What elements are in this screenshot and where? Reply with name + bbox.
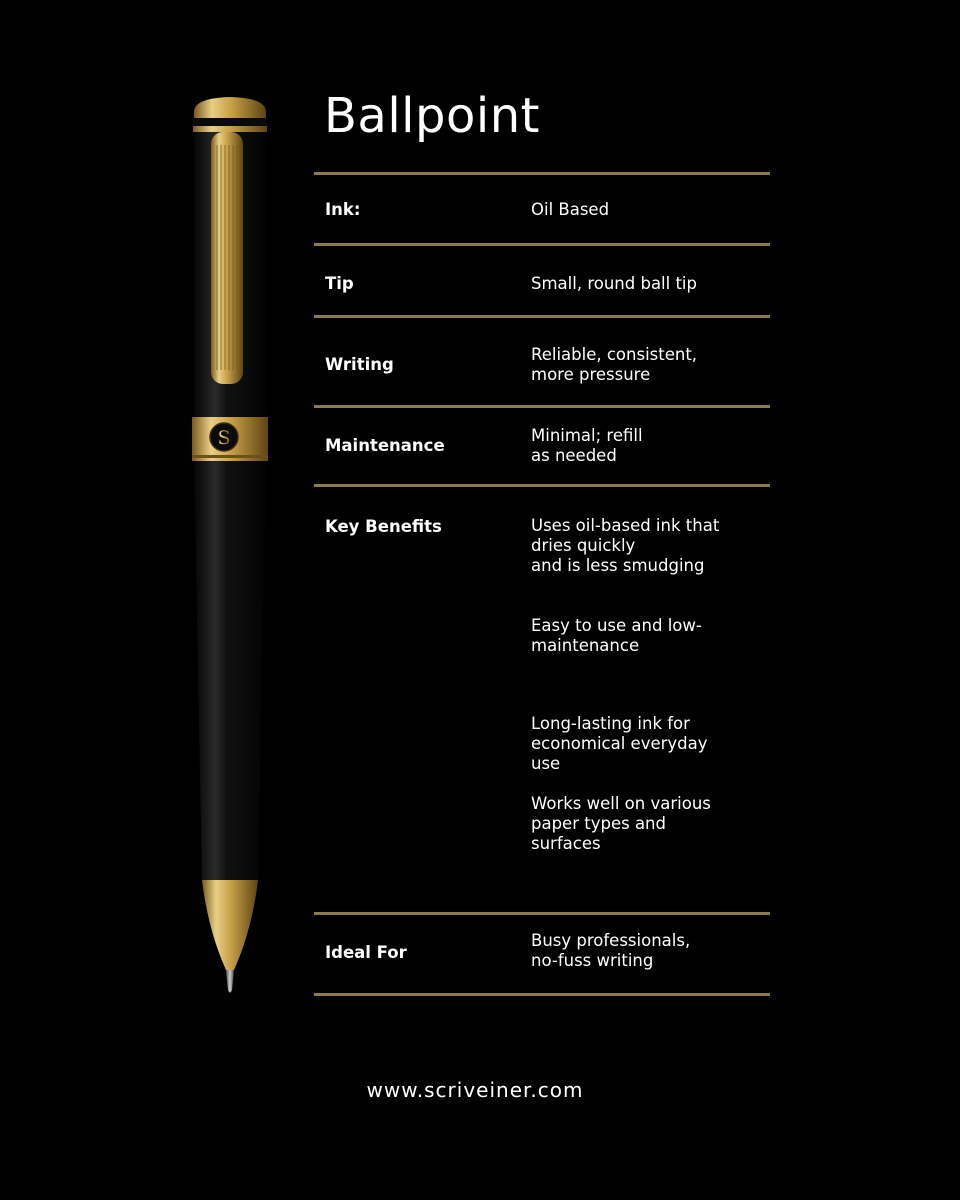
benefit-item: Uses oil-based ink that dries quickly and is less smudging	[531, 516, 720, 575]
row-label-key-benefits: Key Benefits	[325, 517, 442, 536]
pen-ball-tip	[226, 970, 234, 993]
spec-table	[314, 0, 770, 1000]
divider	[314, 315, 770, 318]
divider	[314, 993, 770, 996]
divider	[314, 484, 770, 487]
row-value-ideal-for: Busy professionals, no-fuss writing	[531, 931, 691, 970]
divider	[314, 405, 770, 408]
pen-finial	[194, 97, 266, 118]
row-label-ideal-for: Ideal For	[325, 943, 407, 962]
benefit-item: Long-lasting ink for economical everyday use	[531, 714, 708, 773]
pen-cone	[202, 880, 258, 970]
website-link[interactable]: www.scriveiner.com	[366, 1078, 584, 1102]
divider	[314, 243, 770, 246]
row-label-writing: Writing	[325, 355, 394, 374]
page-title: Ballpoint	[324, 88, 540, 144]
row-value-ink: Oil Based	[531, 200, 610, 219]
row-value-tip: Small, round ball tip	[531, 274, 697, 293]
row-value-writing: Reliable, consistent, more pressure	[531, 345, 698, 384]
row-label-maintenance: Maintenance	[325, 436, 445, 455]
benefit-item: Works well on various paper types and surfaces	[531, 794, 711, 853]
pen-top-band	[193, 118, 267, 126]
row-value-maintenance: Minimal; refill as needed	[531, 426, 643, 465]
row-label-ink: Ink:	[325, 200, 361, 219]
pen-barrel	[194, 461, 266, 880]
pen-image	[180, 90, 280, 1000]
pen-clip	[211, 132, 243, 384]
pen-logo-letter: S	[217, 427, 231, 449]
benefit-item: Easy to use and low- maintenance	[531, 616, 702, 655]
divider	[314, 172, 770, 175]
divider	[314, 912, 770, 915]
row-label-tip: Tip	[325, 274, 354, 293]
